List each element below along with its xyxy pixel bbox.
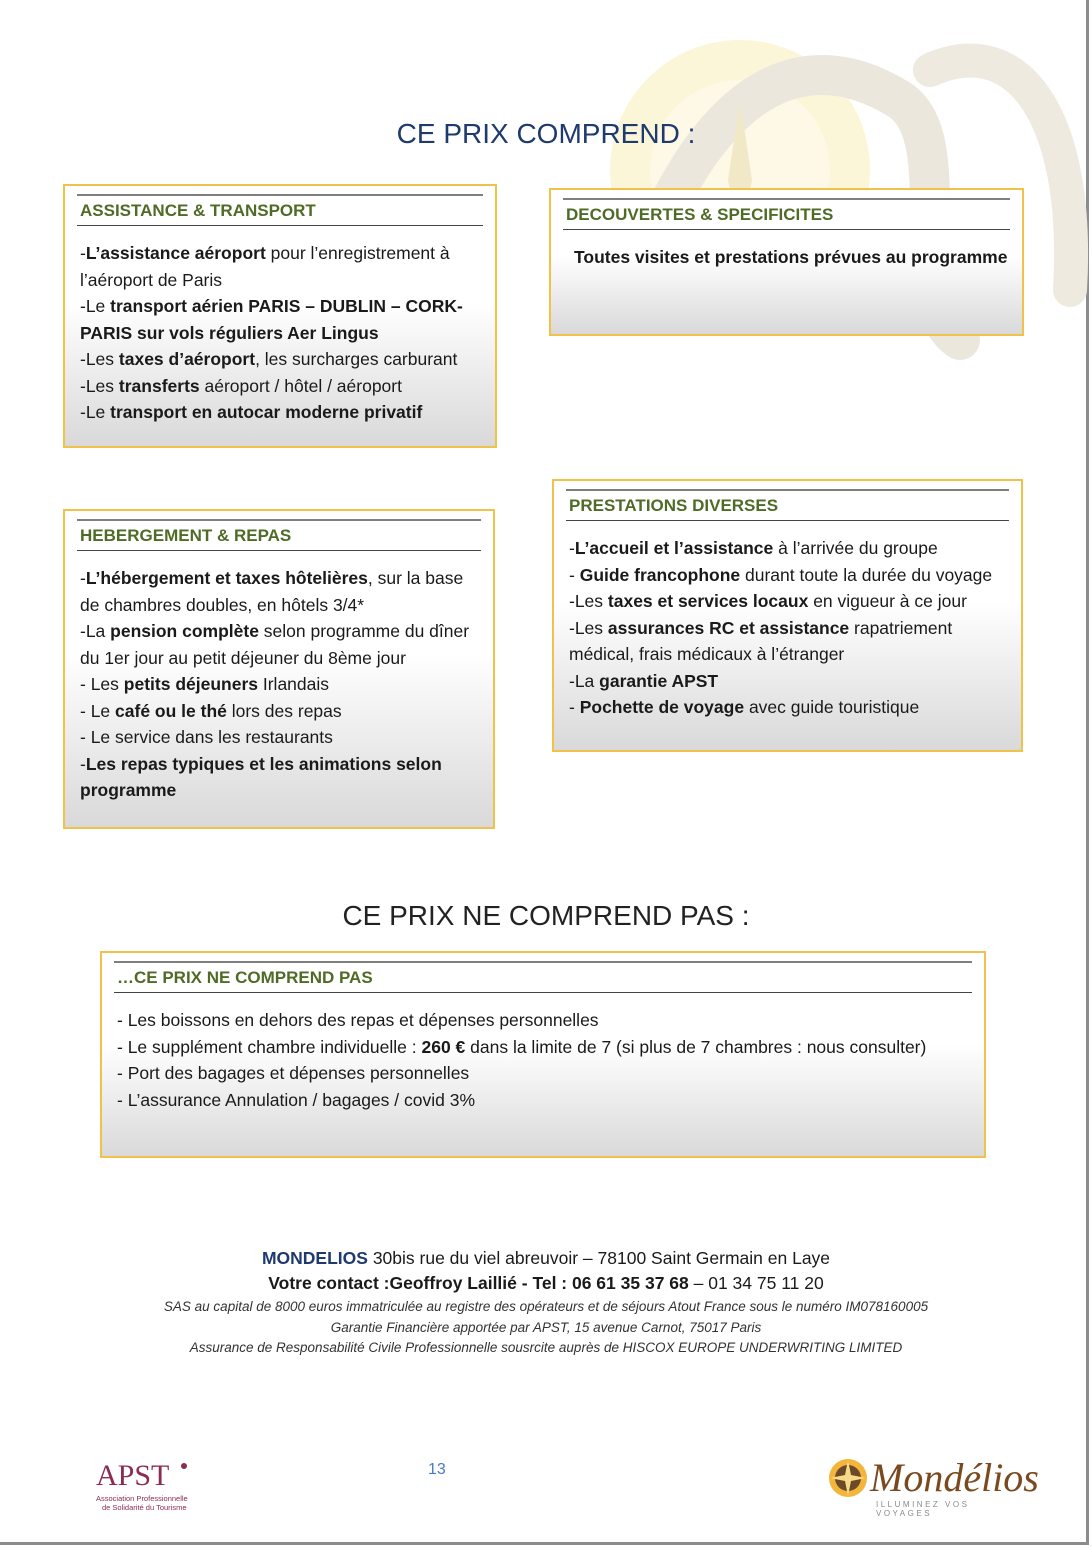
list-item: -Le transport aérien PARIS – DUBLIN – CORK-PARIS sur vols réguliers Aer Lingus: [80, 296, 463, 343]
footer-legal-line: SAS au capital de 8000 euros immatriculée au registre des opérateurs et de séjours Atout France sous le numéro IM078160005: [163, 1299, 929, 1314]
box-body: [114, 1007, 972, 1113]
list-item: -Le transport en autocar moderne privatif: [80, 402, 423, 422]
list-item: -Les repas typiques et les animations selon programme: [80, 753, 442, 800]
box-body: [77, 565, 481, 804]
box-decouvertes: [549, 188, 1024, 336]
list-item: -L’assistance aéroport pour l’enregistrement à l’aéroport de Paris: [80, 243, 450, 290]
footer-brand: MONDELIOS: [261, 1248, 368, 1268]
footer-contact-alt: – 01 34 75 11 20: [688, 1273, 824, 1293]
apst-logo-subtitle: [96, 1495, 206, 1512]
list-item: -Les transferts aéroport / hôtel / aéroport: [80, 375, 402, 396]
box-body: [563, 244, 1010, 271]
mondelios-logo-tagline: ILLUMINEZ VOS VOYAGES: [876, 1500, 970, 1518]
list-item: -Les assurances RC et assistance rapatriement médical, frais médicaux à l’étranger: [569, 617, 953, 664]
box-heading: ASSISTANCE & TRANSPORT: [77, 194, 483, 226]
apst-sub-line: Association Professionnelle: [96, 1494, 188, 1503]
apst-sub-line: de Solidarité du Tourisme: [102, 1502, 187, 1512]
footer-contact-line: [0, 1273, 1092, 1294]
footer-contact: Votre contact :Geoffroy Laillié - Tel : 06 61 35 37 68: [268, 1273, 689, 1293]
list-item: - Le café ou le thé lors des repas: [80, 700, 342, 721]
list-item: - Port des bagages et dépenses personnelles: [117, 1063, 470, 1083]
list-item: - Guide francophone durant toute la durée du voyage: [569, 564, 993, 585]
box-body: [566, 535, 1009, 721]
list-item: - Pochette de voyage avec guide touristique: [569, 697, 920, 717]
list-item: - L’assurance Annulation / bagages / covid 3%: [117, 1089, 476, 1110]
list-item: - Les petits déjeuners Irlandais: [80, 674, 330, 694]
box-heading: HEBERGEMENT & REPAS: [77, 519, 481, 551]
apst-logo-word: APST: [96, 1459, 170, 1492]
box-not-included: [100, 951, 986, 1158]
excluded-title: CE PRIX NE COMPREND PAS :: [342, 900, 750, 931]
list-item: - Le supplément chambre individuelle : 260 € dans la limite de 7 (si plus de 7 chambres : nous consulter): [117, 1036, 927, 1057]
compass-icon: [826, 1456, 870, 1500]
list-item: -La pension complète selon programme du dîner du 1er jour au petit déjeuner du 8ème jour: [80, 621, 470, 668]
box-heading: …CE PRIX NE COMPREND PAS: [114, 961, 972, 993]
apst-dot-icon: [176, 1460, 190, 1474]
footer-address: 30bis rue du viel abreuvoir – 78100 Saint Germain en Laye: [372, 1248, 831, 1268]
mondelios-logo-word: Mondélios: [870, 1455, 1039, 1500]
box-prestations-diverses: [552, 479, 1023, 752]
footer-legal-line: Garantie Financière apportée par APST, 15 avenue Carnot, 75017 Paris: [330, 1319, 762, 1335]
list-item: - Le service dans les restaurants: [80, 727, 333, 747]
box-assistance-transport: [63, 184, 497, 448]
page-number: 13: [428, 1461, 446, 1478]
box-heading: PRESTATIONS DIVERSES: [566, 489, 1009, 521]
list-item: -L’hébergement et taxes hôtelières, sur la base de chambres doubles, en hôtels 3/4*: [80, 568, 464, 615]
footer-address-line: [0, 1248, 1092, 1269]
apst-logo: [96, 1460, 206, 1520]
list-item: -Les taxes et services locaux en vigueur à ce jour: [569, 591, 967, 611]
footer-legal-line: Assurance de Responsabilité Civile Professionnelle sousrcite auprès de HISCOX EUROPE UNDERWRITING LIMITED: [189, 1340, 903, 1355]
list-item: - Les boissons en dehors des repas et dépenses personnelles: [117, 1010, 599, 1030]
list-item: -L’accueil et l’assistance à l’arrivée du groupe: [569, 538, 938, 558]
box-heading: DECOUVERTES & SPECIFICITES: [563, 198, 1010, 230]
list-item: -Les taxes d’aéroport, les surcharges carburant: [80, 349, 458, 369]
box-body: [77, 240, 483, 426]
list-item: -La garantie APST: [569, 670, 719, 691]
box-hebergement-repas: [63, 509, 495, 829]
mondelios-logo: [826, 1452, 1039, 1522]
footer-legal: [0, 1297, 1092, 1359]
included-title: CE PRIX COMPREND :: [396, 118, 696, 149]
list-item: Toutes visites et prestations prévues au programme: [574, 247, 1008, 267]
